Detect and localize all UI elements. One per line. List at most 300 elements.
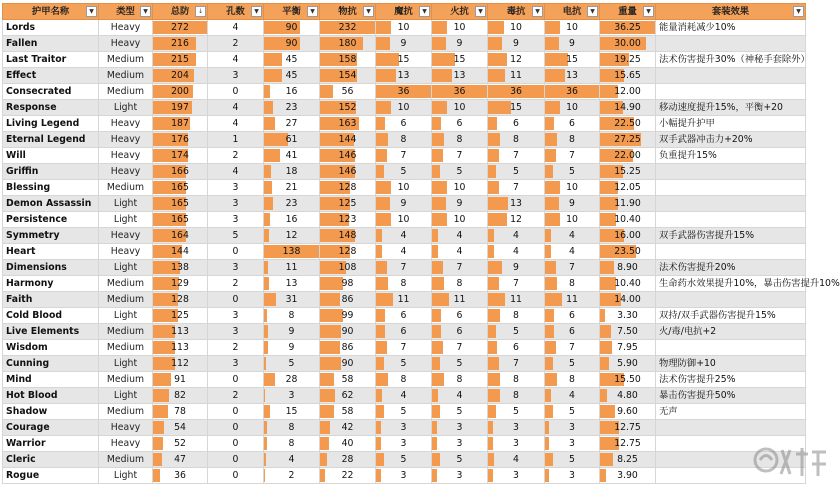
cell-electric-databar[interactable] — [545, 276, 600, 292]
cell-weight-databar[interactable] — [600, 212, 656, 228]
cell-poison-databar[interactable] — [488, 276, 545, 292]
cell-set-effect[interactable] — [656, 212, 806, 228]
cell-fire-databar[interactable] — [432, 436, 488, 452]
cell-slots[interactable]: 0 — [208, 468, 264, 484]
cell-balance-databar[interactable] — [264, 372, 320, 388]
cell-armor-name[interactable]: Courage — [3, 420, 99, 436]
cell-set-effect[interactable] — [656, 68, 806, 84]
cell-electric-databar[interactable] — [545, 436, 600, 452]
cell-fire-databar[interactable] — [432, 292, 488, 308]
cell-type[interactable]: Heavy — [99, 20, 153, 36]
cell-electric-databar[interactable] — [545, 36, 600, 52]
cell-set-effect[interactable]: 生命药水效果提升10%，暴击伤害提升10% — [656, 276, 806, 292]
cell-magic-databar[interactable] — [376, 420, 432, 436]
cell-slots[interactable]: 0 — [208, 292, 264, 308]
cell-set-effect[interactable]: 物理防御+10 — [656, 356, 806, 372]
cell-total-databar[interactable] — [153, 116, 208, 132]
cell-physical-databar[interactable] — [320, 468, 376, 484]
cell-balance-databar[interactable] — [264, 324, 320, 340]
cell-slots[interactable]: 2 — [208, 388, 264, 404]
cell-fire-databar[interactable] — [432, 356, 488, 372]
cell-magic-databar[interactable] — [376, 436, 432, 452]
cell-total-databar[interactable] — [153, 212, 208, 228]
cell-physical-databar[interactable] — [320, 164, 376, 180]
cell-type[interactable]: Medium — [99, 452, 153, 468]
cell-weight-databar[interactable] — [600, 276, 656, 292]
cell-armor-name[interactable]: Rogue — [3, 468, 99, 484]
cell-balance-databar[interactable] — [264, 52, 320, 68]
cell-balance-databar[interactable] — [264, 404, 320, 420]
cell-magic-databar[interactable] — [376, 292, 432, 308]
header-total-defense[interactable]: 总防 ↓ — [153, 4, 208, 20]
filter-dropdown-icon[interactable]: ▼ — [475, 6, 486, 17]
cell-type[interactable]: Light — [99, 388, 153, 404]
cell-type[interactable]: Light — [99, 196, 153, 212]
cell-type[interactable]: Medium — [99, 84, 153, 100]
cell-total-databar[interactable] — [153, 372, 208, 388]
header-set-effect[interactable]: 套装效果 ▼ — [656, 4, 806, 20]
cell-armor-name[interactable]: Dimensions — [3, 260, 99, 276]
cell-poison-databar[interactable] — [488, 180, 545, 196]
cell-balance-databar[interactable] — [264, 164, 320, 180]
filter-dropdown-icon[interactable]: ▼ — [419, 6, 430, 17]
cell-weight-databar[interactable] — [600, 164, 656, 180]
cell-electric-databar[interactable] — [545, 324, 600, 340]
cell-physical-databar[interactable] — [320, 308, 376, 324]
cell-fire-databar[interactable] — [432, 228, 488, 244]
cell-total-databar[interactable] — [153, 52, 208, 68]
cell-physical-databar[interactable] — [320, 100, 376, 116]
cell-physical-databar[interactable] — [320, 84, 376, 100]
cell-armor-name[interactable]: Blessing — [3, 180, 99, 196]
cell-electric-databar[interactable] — [545, 212, 600, 228]
cell-total-databar[interactable] — [153, 260, 208, 276]
cell-magic-databar[interactable] — [376, 52, 432, 68]
cell-type[interactable]: Medium — [99, 340, 153, 356]
cell-fire-databar[interactable] — [432, 372, 488, 388]
cell-fire-databar[interactable] — [432, 276, 488, 292]
cell-weight-databar[interactable] — [600, 468, 656, 484]
cell-set-effect[interactable]: 小幅提升护甲 — [656, 116, 806, 132]
cell-magic-databar[interactable] — [376, 324, 432, 340]
cell-weight-databar[interactable] — [600, 340, 656, 356]
cell-electric-databar[interactable] — [545, 132, 600, 148]
cell-type[interactable]: Heavy — [99, 436, 153, 452]
cell-slots[interactable]: 0 — [208, 372, 264, 388]
cell-poison-databar[interactable] — [488, 212, 545, 228]
cell-electric-databar[interactable] — [545, 180, 600, 196]
cell-electric-databar[interactable] — [545, 340, 600, 356]
cell-electric-databar[interactable] — [545, 308, 600, 324]
cell-poison-databar[interactable] — [488, 260, 545, 276]
cell-poison-databar[interactable] — [488, 324, 545, 340]
cell-total-databar[interactable] — [153, 20, 208, 36]
cell-slots[interactable]: 4 — [208, 164, 264, 180]
cell-physical-databar[interactable] — [320, 212, 376, 228]
cell-fire-databar[interactable] — [432, 212, 488, 228]
cell-poison-databar[interactable] — [488, 452, 545, 468]
header-fire-resist[interactable]: 火抗 ▼ — [432, 4, 488, 20]
cell-balance-databar[interactable] — [264, 340, 320, 356]
cell-total-databar[interactable] — [153, 324, 208, 340]
cell-set-effect[interactable]: 移动速度提升15%，平衡+20 — [656, 100, 806, 116]
cell-total-databar[interactable] — [153, 180, 208, 196]
cell-set-effect[interactable] — [656, 36, 806, 52]
cell-magic-databar[interactable] — [376, 36, 432, 52]
cell-electric-databar[interactable] — [545, 148, 600, 164]
cell-slots[interactable]: 0 — [208, 420, 264, 436]
cell-magic-databar[interactable] — [376, 388, 432, 404]
cell-physical-databar[interactable] — [320, 68, 376, 84]
cell-type[interactable]: Heavy — [99, 420, 153, 436]
cell-fire-databar[interactable] — [432, 164, 488, 180]
cell-total-databar[interactable] — [153, 388, 208, 404]
cell-magic-databar[interactable] — [376, 20, 432, 36]
cell-poison-databar[interactable] — [488, 436, 545, 452]
sort-desc-filter-icon[interactable]: ↓ — [195, 6, 206, 17]
filter-dropdown-icon[interactable]: ▼ — [793, 6, 804, 17]
cell-balance-databar[interactable] — [264, 260, 320, 276]
cell-type[interactable]: Medium — [99, 180, 153, 196]
filter-dropdown-icon[interactable]: ▼ — [532, 6, 543, 17]
cell-type[interactable]: Light — [99, 212, 153, 228]
cell-physical-databar[interactable] — [320, 276, 376, 292]
cell-fire-databar[interactable] — [432, 180, 488, 196]
cell-type[interactable]: Medium — [99, 68, 153, 84]
cell-physical-databar[interactable] — [320, 436, 376, 452]
cell-poison-databar[interactable] — [488, 116, 545, 132]
cell-slots[interactable]: 3 — [208, 356, 264, 372]
cell-electric-databar[interactable] — [545, 20, 600, 36]
cell-weight-databar[interactable] — [600, 372, 656, 388]
cell-type[interactable]: Heavy — [99, 148, 153, 164]
cell-slots[interactable]: 4 — [208, 52, 264, 68]
cell-electric-databar[interactable] — [545, 52, 600, 68]
cell-fire-databar[interactable] — [432, 420, 488, 436]
cell-fire-databar[interactable] — [432, 196, 488, 212]
cell-total-databar[interactable] — [153, 468, 208, 484]
cell-poison-databar[interactable] — [488, 388, 545, 404]
cell-set-effect[interactable]: 双手武器伤害提升15% — [656, 228, 806, 244]
cell-poison-databar[interactable] — [488, 84, 545, 100]
filter-dropdown-icon[interactable]: ▼ — [140, 6, 151, 17]
cell-physical-databar[interactable] — [320, 180, 376, 196]
cell-magic-databar[interactable] — [376, 132, 432, 148]
cell-electric-databar[interactable] — [545, 244, 600, 260]
cell-weight-databar[interactable] — [600, 404, 656, 420]
cell-balance-databar[interactable] — [264, 148, 320, 164]
cell-physical-databar[interactable] — [320, 116, 376, 132]
cell-fire-databar[interactable] — [432, 148, 488, 164]
cell-physical-databar[interactable] — [320, 356, 376, 372]
cell-type[interactable]: Medium — [99, 276, 153, 292]
cell-weight-databar[interactable] — [600, 308, 656, 324]
cell-poison-databar[interactable] — [488, 132, 545, 148]
cell-poison-databar[interactable] — [488, 308, 545, 324]
cell-weight-databar[interactable] — [600, 132, 656, 148]
cell-total-databar[interactable] — [153, 420, 208, 436]
cell-slots[interactable]: 0 — [208, 452, 264, 468]
cell-total-databar[interactable] — [153, 308, 208, 324]
cell-set-effect[interactable] — [656, 180, 806, 196]
cell-weight-databar[interactable] — [600, 180, 656, 196]
cell-balance-databar[interactable] — [264, 276, 320, 292]
cell-balance-databar[interactable] — [264, 388, 320, 404]
cell-total-databar[interactable] — [153, 164, 208, 180]
cell-slots[interactable]: 3 — [208, 68, 264, 84]
cell-magic-databar[interactable] — [376, 404, 432, 420]
cell-poison-databar[interactable] — [488, 468, 545, 484]
cell-total-databar[interactable] — [153, 292, 208, 308]
cell-slots[interactable]: 0 — [208, 244, 264, 260]
cell-type[interactable]: Light — [99, 468, 153, 484]
cell-electric-databar[interactable] — [545, 164, 600, 180]
cell-electric-databar[interactable] — [545, 292, 600, 308]
filter-dropdown-icon[interactable]: ▼ — [587, 6, 598, 17]
cell-weight-databar[interactable] — [600, 292, 656, 308]
cell-magic-databar[interactable] — [376, 68, 432, 84]
cell-poison-databar[interactable] — [488, 148, 545, 164]
cell-weight-databar[interactable] — [600, 388, 656, 404]
cell-type[interactable]: Medium — [99, 52, 153, 68]
cell-type[interactable]: Light — [99, 308, 153, 324]
cell-weight-databar[interactable] — [600, 228, 656, 244]
cell-set-effect[interactable] — [656, 292, 806, 308]
cell-set-effect[interactable]: 法术伤害提升25% — [656, 372, 806, 388]
cell-fire-databar[interactable] — [432, 132, 488, 148]
cell-physical-databar[interactable] — [320, 388, 376, 404]
cell-armor-name[interactable]: Persistence — [3, 212, 99, 228]
cell-type[interactable]: Light — [99, 260, 153, 276]
cell-magic-databar[interactable] — [376, 180, 432, 196]
cell-magic-databar[interactable] — [376, 196, 432, 212]
cell-electric-databar[interactable] — [545, 260, 600, 276]
cell-poison-databar[interactable] — [488, 404, 545, 420]
cell-type[interactable]: Medium — [99, 404, 153, 420]
cell-armor-name[interactable]: Shadow — [3, 404, 99, 420]
cell-electric-databar[interactable] — [545, 68, 600, 84]
cell-type[interactable]: Light — [99, 100, 153, 116]
cell-electric-databar[interactable] — [545, 404, 600, 420]
cell-total-databar[interactable] — [153, 436, 208, 452]
cell-electric-databar[interactable] — [545, 196, 600, 212]
filter-dropdown-icon[interactable]: ▼ — [307, 6, 318, 17]
cell-set-effect[interactable] — [656, 164, 806, 180]
filter-dropdown-icon[interactable]: ▼ — [251, 6, 262, 17]
cell-physical-databar[interactable] — [320, 36, 376, 52]
cell-armor-name[interactable]: Wisdom — [3, 340, 99, 356]
cell-balance-databar[interactable] — [264, 228, 320, 244]
cell-electric-databar[interactable] — [545, 228, 600, 244]
cell-physical-databar[interactable] — [320, 340, 376, 356]
cell-total-databar[interactable] — [153, 228, 208, 244]
cell-fire-databar[interactable] — [432, 308, 488, 324]
cell-slots[interactable]: 2 — [208, 148, 264, 164]
cell-armor-name[interactable]: Faith — [3, 292, 99, 308]
cell-poison-databar[interactable] — [488, 20, 545, 36]
cell-magic-databar[interactable] — [376, 372, 432, 388]
cell-fire-databar[interactable] — [432, 388, 488, 404]
cell-weight-databar[interactable] — [600, 244, 656, 260]
cell-type[interactable]: Heavy — [99, 36, 153, 52]
cell-set-effect[interactable]: 双手武器冲击力+20% — [656, 132, 806, 148]
cell-armor-name[interactable]: Eternal Legend — [3, 132, 99, 148]
cell-physical-databar[interactable] — [320, 228, 376, 244]
cell-physical-databar[interactable] — [320, 148, 376, 164]
cell-physical-databar[interactable] — [320, 260, 376, 276]
cell-weight-databar[interactable] — [600, 356, 656, 372]
cell-armor-name[interactable]: Effect — [3, 68, 99, 84]
cell-electric-databar[interactable] — [545, 84, 600, 100]
cell-fire-databar[interactable] — [432, 36, 488, 52]
cell-physical-databar[interactable] — [320, 52, 376, 68]
cell-weight-databar[interactable] — [600, 148, 656, 164]
cell-electric-databar[interactable] — [545, 420, 600, 436]
cell-balance-databar[interactable] — [264, 244, 320, 260]
cell-armor-name[interactable]: Cold Blood — [3, 308, 99, 324]
cell-poison-databar[interactable] — [488, 196, 545, 212]
cell-weight-databar[interactable] — [600, 68, 656, 84]
cell-set-effect[interactable]: 法术伤害提升20% — [656, 260, 806, 276]
cell-slots[interactable]: 4 — [208, 116, 264, 132]
cell-slots[interactable]: 4 — [208, 100, 264, 116]
cell-balance-databar[interactable] — [264, 212, 320, 228]
cell-armor-name[interactable]: Last Traitor — [3, 52, 99, 68]
cell-type[interactable]: Heavy — [99, 116, 153, 132]
cell-weight-databar[interactable] — [600, 196, 656, 212]
cell-magic-databar[interactable] — [376, 340, 432, 356]
header-poison-resist[interactable]: 毒抗 ▼ — [488, 4, 545, 20]
cell-poison-databar[interactable] — [488, 164, 545, 180]
cell-fire-databar[interactable] — [432, 84, 488, 100]
cell-type[interactable]: Heavy — [99, 164, 153, 180]
cell-weight-databar[interactable] — [600, 260, 656, 276]
cell-type[interactable]: Heavy — [99, 132, 153, 148]
cell-fire-databar[interactable] — [432, 452, 488, 468]
cell-slots[interactable]: 2 — [208, 340, 264, 356]
cell-fire-databar[interactable] — [432, 244, 488, 260]
cell-total-databar[interactable] — [153, 36, 208, 52]
cell-slots[interactable]: 3 — [208, 196, 264, 212]
cell-balance-databar[interactable] — [264, 68, 320, 84]
cell-slots[interactable]: 4 — [208, 20, 264, 36]
cell-slots[interactable]: 0 — [208, 84, 264, 100]
filter-dropdown-icon[interactable]: ▼ — [86, 6, 97, 17]
cell-fire-databar[interactable] — [432, 68, 488, 84]
cell-magic-databar[interactable] — [376, 356, 432, 372]
header-slots[interactable]: 孔数 ▼ — [208, 4, 264, 20]
cell-type[interactable]: Medium — [99, 324, 153, 340]
cell-electric-databar[interactable] — [545, 372, 600, 388]
cell-total-databar[interactable] — [153, 340, 208, 356]
cell-weight-databar[interactable] — [600, 36, 656, 52]
cell-fire-databar[interactable] — [432, 100, 488, 116]
cell-weight-databar[interactable] — [600, 452, 656, 468]
cell-balance-databar[interactable] — [264, 132, 320, 148]
cell-total-databar[interactable] — [153, 148, 208, 164]
cell-fire-databar[interactable] — [432, 52, 488, 68]
header-weight[interactable]: 重量 ▼ — [600, 4, 656, 20]
cell-total-databar[interactable] — [153, 196, 208, 212]
cell-weight-databar[interactable] — [600, 420, 656, 436]
cell-physical-databar[interactable] — [320, 420, 376, 436]
filter-dropdown-icon[interactable]: ▼ — [643, 6, 654, 17]
cell-total-databar[interactable] — [153, 404, 208, 420]
cell-poison-databar[interactable] — [488, 420, 545, 436]
cell-total-databar[interactable] — [153, 452, 208, 468]
cell-set-effect[interactable] — [656, 244, 806, 260]
cell-physical-databar[interactable] — [320, 404, 376, 420]
cell-set-effect[interactable]: 双持/双手武器伤害提升15% — [656, 308, 806, 324]
cell-electric-databar[interactable] — [545, 100, 600, 116]
cell-poison-databar[interactable] — [488, 36, 545, 52]
cell-slots[interactable]: 3 — [208, 180, 264, 196]
cell-balance-databar[interactable] — [264, 420, 320, 436]
cell-total-databar[interactable] — [153, 84, 208, 100]
cell-poison-databar[interactable] — [488, 340, 545, 356]
filter-dropdown-icon[interactable]: ▼ — [363, 6, 374, 17]
cell-balance-databar[interactable] — [264, 84, 320, 100]
cell-magic-databar[interactable] — [376, 84, 432, 100]
cell-weight-databar[interactable] — [600, 52, 656, 68]
cell-fire-databar[interactable] — [432, 404, 488, 420]
cell-balance-databar[interactable] — [264, 20, 320, 36]
cell-set-effect[interactable] — [656, 196, 806, 212]
cell-balance-databar[interactable] — [264, 356, 320, 372]
header-electric-resist[interactable]: 电抗 ▼ — [545, 4, 600, 20]
cell-magic-databar[interactable] — [376, 468, 432, 484]
cell-electric-databar[interactable] — [545, 116, 600, 132]
cell-type[interactable]: Light — [99, 356, 153, 372]
cell-weight-databar[interactable] — [600, 84, 656, 100]
header-armor-name[interactable]: 护甲名称 ▼ — [3, 4, 99, 20]
cell-armor-name[interactable]: Lords — [3, 20, 99, 36]
cell-poison-databar[interactable] — [488, 100, 545, 116]
cell-physical-databar[interactable] — [320, 132, 376, 148]
cell-total-databar[interactable] — [153, 68, 208, 84]
cell-balance-databar[interactable] — [264, 36, 320, 52]
cell-poison-databar[interactable] — [488, 52, 545, 68]
cell-slots[interactable]: 3 — [208, 260, 264, 276]
header-type[interactable]: 类型 ▼ — [99, 4, 153, 20]
cell-set-effect[interactable] — [656, 84, 806, 100]
cell-magic-databar[interactable] — [376, 276, 432, 292]
cell-physical-databar[interactable] — [320, 452, 376, 468]
cell-magic-databar[interactable] — [376, 228, 432, 244]
cell-fire-databar[interactable] — [432, 20, 488, 36]
cell-set-effect[interactable]: 暴击伤害提升50% — [656, 388, 806, 404]
cell-poison-databar[interactable] — [488, 292, 545, 308]
cell-magic-databar[interactable] — [376, 116, 432, 132]
cell-slots[interactable]: 0 — [208, 404, 264, 420]
cell-fire-databar[interactable] — [432, 260, 488, 276]
cell-physical-databar[interactable] — [320, 292, 376, 308]
cell-set-effect[interactable]: 火/毒/电抗+2 — [656, 324, 806, 340]
cell-type[interactable]: Heavy — [99, 228, 153, 244]
cell-physical-databar[interactable] — [320, 324, 376, 340]
cell-magic-databar[interactable] — [376, 452, 432, 468]
cell-physical-databar[interactable] — [320, 20, 376, 36]
cell-set-effect[interactable] — [656, 340, 806, 356]
cell-balance-databar[interactable] — [264, 436, 320, 452]
cell-armor-name[interactable]: Harmony — [3, 276, 99, 292]
cell-set-effect[interactable]: 负重提升15% — [656, 148, 806, 164]
cell-total-databar[interactable] — [153, 244, 208, 260]
cell-armor-name[interactable]: Fallen — [3, 36, 99, 52]
cell-poison-databar[interactable] — [488, 356, 545, 372]
cell-magic-databar[interactable] — [376, 308, 432, 324]
cell-armor-name[interactable]: Will — [3, 148, 99, 164]
